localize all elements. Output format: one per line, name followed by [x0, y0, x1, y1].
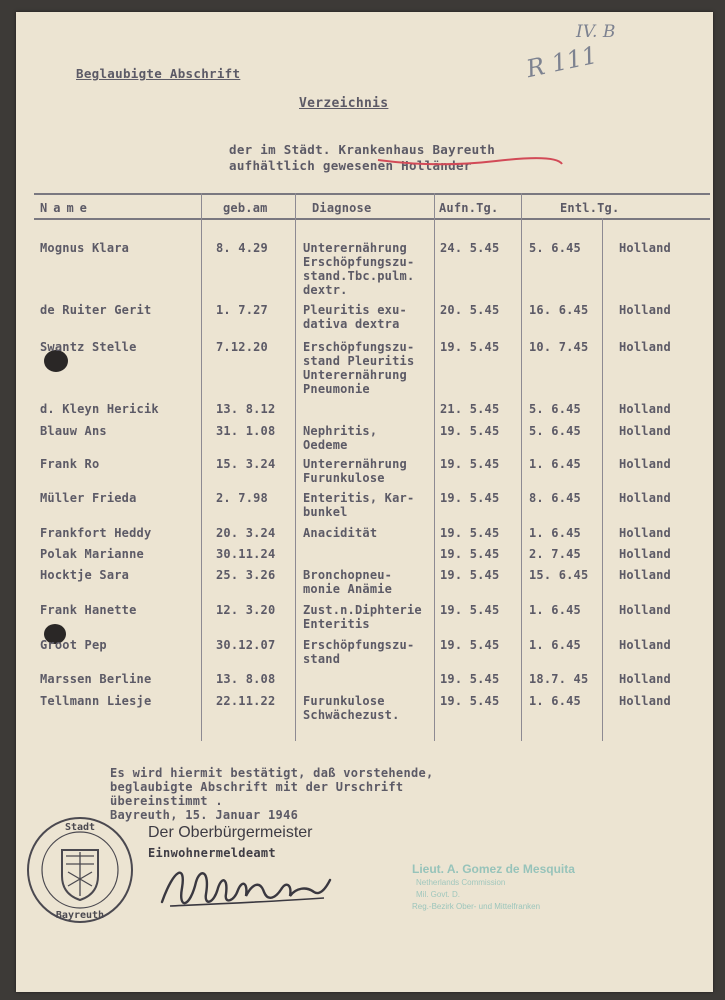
patient-name: Müller Frieda — [40, 491, 137, 505]
admission-date: 19. 5.45 — [440, 568, 500, 582]
birth-date: 7.12.20 — [216, 340, 268, 354]
discharge-date: 5. 6.45 — [529, 241, 581, 255]
column-divider — [602, 218, 603, 741]
column-divider — [521, 193, 522, 741]
subtitle-line-1: der im Städt. Krankenhaus Bayreuth — [229, 142, 496, 157]
diagnosis: Pleuritis exu- dativa dextra — [303, 303, 407, 331]
red-underline — [376, 150, 566, 170]
admission-date: 19. 5.45 — [440, 526, 500, 540]
certification-line-1: Es wird hiermit bestätigt, daß vorstehende, — [110, 766, 434, 780]
archive-mark-bottom: R 111 — [523, 40, 600, 84]
discharge-date: 10. 7.45 — [529, 340, 589, 354]
patient-name: de Ruiter Gerit — [40, 303, 152, 317]
admission-date: 19. 5.45 — [440, 340, 500, 354]
country: Holland — [619, 491, 671, 505]
discharge-date: 1. 6.45 — [529, 638, 581, 652]
military-stamp-line-4: Reg.-Bezirk Ober- und Mittelfranken — [412, 902, 541, 911]
archive-mark-top: IV. B — [576, 22, 616, 42]
header-diagnosis: Diagnose — [312, 201, 372, 215]
admission-date: 20. 5.45 — [440, 303, 500, 317]
admission-date: 19. 5.45 — [440, 424, 500, 438]
admission-date: 21. 5.45 — [440, 402, 500, 416]
patient-name: Hocktje Sara — [40, 568, 130, 582]
country: Holland — [619, 457, 671, 471]
country: Holland — [619, 603, 671, 617]
discharge-date: 1. 6.45 — [529, 457, 581, 471]
patient-name: Frank Hanette — [40, 603, 137, 617]
country: Holland — [619, 568, 671, 582]
registration-office: Einwohnermeldeamt — [148, 846, 276, 860]
military-stamp-line-3: Mil. Govt. D. — [416, 890, 461, 899]
birth-date: 8. 4.29 — [216, 241, 268, 255]
subtitle-line-2: aufhältlich gewesenen Holländer — [229, 158, 472, 173]
header-discharge-date: Entl.Tg. — [560, 201, 620, 215]
diagnosis: Zust.n.Diphterie Enteritis — [303, 603, 422, 631]
official-seal — [22, 812, 138, 928]
document-page — [16, 12, 713, 992]
birth-date: 30.12.07 — [216, 638, 276, 652]
country: Holland — [619, 340, 671, 354]
birth-date: 12. 3.20 — [216, 603, 276, 617]
patient-name: Tellmann Liesje — [40, 694, 152, 708]
discharge-date: 18.7. 45 — [529, 672, 589, 686]
country: Holland — [619, 526, 671, 540]
patient-name: Marssen Berline — [40, 672, 152, 686]
country: Holland — [619, 638, 671, 652]
admission-date: 19. 5.45 — [440, 603, 500, 617]
birth-date: 30.11.24 — [216, 547, 276, 561]
patient-name: Frankfort Heddy — [40, 526, 152, 540]
admission-date: 19. 5.45 — [440, 694, 500, 708]
discharge-date: 1. 6.45 — [529, 603, 581, 617]
diagnosis: Nephritis, Oedeme — [303, 424, 378, 452]
patient-name: d. Kleyn Hericik — [40, 402, 159, 416]
diagnosis: Erschöpfungszu- stand Pleuritis Unterernährung Pneumonie — [303, 340, 415, 396]
diagnosis: Anacidität — [303, 526, 378, 540]
birth-date: 13. 8.08 — [216, 672, 276, 686]
discharge-date: 1. 6.45 — [529, 694, 581, 708]
birth-date: 22.11.22 — [216, 694, 276, 708]
admission-date: 19. 5.45 — [440, 638, 500, 652]
diagnosis: Enteritis, Kar- bunkel — [303, 491, 415, 519]
patient-name: Frank Ro — [40, 457, 100, 471]
certification-line-3: übereinstimmt . — [110, 794, 223, 808]
military-stamp-name: Lieut. A. Gomez de Mesquita — [412, 862, 575, 876]
country: Holland — [619, 402, 671, 416]
discharge-date: 2. 7.45 — [529, 547, 581, 561]
country: Holland — [619, 672, 671, 686]
country: Holland — [619, 547, 671, 561]
patient-name: Polak Marianne — [40, 547, 144, 561]
discharge-date: 1. 6.45 — [529, 526, 581, 540]
birth-date: 15. 3.24 — [216, 457, 276, 471]
seal-text-bottom: Bayreuth — [55, 910, 105, 921]
column-divider — [201, 193, 202, 741]
admission-date: 19. 5.45 — [440, 491, 500, 505]
header-birthdate: geb.am — [223, 201, 268, 215]
birth-date: 31. 1.08 — [216, 424, 276, 438]
diagnosis: Unterernährung Erschöpfungszu- stand.Tbc.pulm. dextr. — [303, 241, 415, 297]
birth-date: 2. 7.98 — [216, 491, 268, 505]
table-header-rule — [34, 218, 710, 220]
discharge-date: 5. 6.45 — [529, 424, 581, 438]
country: Holland — [619, 424, 671, 438]
birth-date: 25. 3.26 — [216, 568, 276, 582]
column-divider — [295, 193, 296, 741]
country: Holland — [619, 303, 671, 317]
diagnosis: Unterernährung Furunkulose — [303, 457, 407, 485]
patient-name: Blauw Ans — [40, 424, 107, 438]
seal-text-top: Stadt — [64, 822, 96, 833]
diagnosis: Bronchopneu- monie Anämie — [303, 568, 393, 596]
admission-date: 24. 5.45 — [440, 241, 500, 255]
discharge-date: 5. 6.45 — [529, 402, 581, 416]
diagnosis: Furunkulose Schwächezust. — [303, 694, 400, 722]
patient-name: Swantz Stelle — [40, 340, 137, 354]
discharge-date: 15. 6.45 — [529, 568, 589, 582]
discharge-date: 8. 6.45 — [529, 491, 581, 505]
table-top-rule — [34, 193, 710, 195]
admission-date: 19. 5.45 — [440, 457, 500, 471]
admission-date: 19. 5.45 — [440, 547, 500, 561]
certification-date: Bayreuth, 15. Januar 1946 — [110, 808, 299, 822]
document-title: Verzeichnis — [299, 96, 389, 111]
admission-date: 19. 5.45 — [440, 672, 500, 686]
header-admission-date: Aufn.Tg. — [439, 201, 499, 215]
column-divider — [434, 193, 435, 741]
discharge-date: 16. 6.45 — [529, 303, 589, 317]
diagnosis: Erschöpfungszu- stand — [303, 638, 415, 666]
birth-date: 20. 3.24 — [216, 526, 276, 540]
header-name: Name — [40, 201, 93, 215]
patient-name: Mognus Klara — [40, 241, 130, 255]
country: Holland — [619, 694, 671, 708]
patient-name: Groot Pep — [40, 638, 107, 652]
birth-date: 13. 8.12 — [216, 402, 276, 416]
signature — [156, 858, 336, 918]
military-stamp-line-2: Netherlands Commission — [416, 878, 506, 887]
birth-date: 1. 7.27 — [216, 303, 268, 317]
country: Holland — [619, 241, 671, 255]
certification-line-2: beglaubigte Abschrift mit der Urschrift — [110, 780, 404, 794]
certified-copy-title: Beglaubigte Abschrift — [76, 66, 241, 81]
mayor-office-stamp: Der Oberbürgermeister — [148, 824, 313, 841]
